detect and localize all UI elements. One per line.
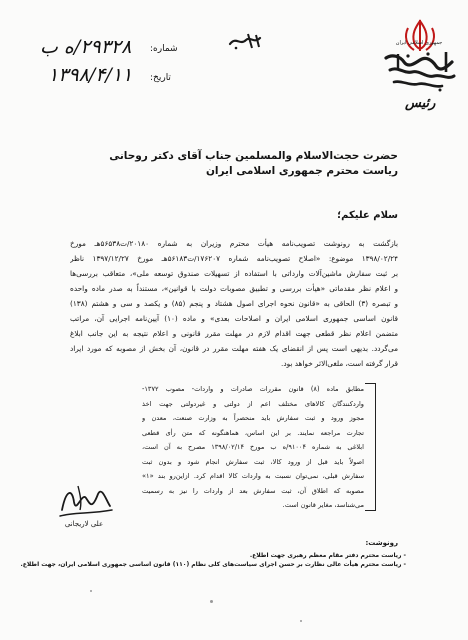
- body-line: و تبصره (۳) الحاقی به «قانون نحوه اجرای اصول هشتاد و پنجم (۸۵) و یکصد و سی و هشتم (۱۳۸): [70, 299, 398, 308]
- cc-recipient: - ریاست محترم هیأت عالی نظارت بر حسن اجرای سیاست‌های کلی نظام (۱۱۰) قانون اساسی جمهوری اسلامی ایران، جهت اطلاع.: [20, 561, 406, 568]
- addressee-title: ریاست محترم جمهوری اسلامی ایران: [205, 165, 398, 177]
- body-line: قانون اساسی جمهوری اسلامی ایران و اصلاحات بعدی» و ماده (۱۰) آیین‌نامه اجرایی آن، مراتب: [70, 314, 398, 323]
- quote-line: تجارت مراجعه نمایند. بر این اساس، هماهنگونه که متن رأی قطعی: [142, 428, 364, 437]
- date-label: تاریخ:: [150, 73, 171, 83]
- quote-line: ابلاغی به شماره ۹۱۰۰۴/ه ب مورخ ۱۳۹۸/۰۲/۱۴ مصرح به آن است،: [142, 443, 364, 451]
- bismillah-calligraphy-icon: [228, 32, 266, 52]
- quote-line: مطابق ماده (۸) قانون مقررات صادرات و واردات- مصوب ۱۳۷۲-: [142, 385, 364, 393]
- scan-speck: [300, 620, 302, 622]
- body-line: می‌گردد. بدیهی است پس از انقضای یک هفته مهلت مقرر در قانون، آن بخش از مصوبه که مورد ایراد: [70, 344, 398, 353]
- org-small-text: جمهوری اسلامی ایران: [395, 40, 443, 46]
- addressee-name: حضرت حجت‌الاسلام والمسلمین جناب آقای دکتر روحانی: [109, 150, 398, 162]
- quote-line: می‌شناسد، مغایر قانون است.: [282, 501, 364, 509]
- quote-line: مصوبه که اطلاق آن، ثبت سفارش بعد از واردات را نیز به رسمیت: [142, 486, 364, 495]
- body-line: قرار گرفته است، ملغی‌الاثر خواهد بود.: [281, 359, 398, 368]
- quote-line: اصولاً باید قبل از ورود کالا، ثبت سفارش انجام شود و بدون ثبت: [142, 457, 364, 466]
- body-line: بر ثبت سفارش ماشین‌آلات وارداتی با استفاده از تسهیلات صندوق توسعه ملی»، متعاقب بررسی‌ها: [70, 269, 398, 278]
- scan-speck: [210, 600, 213, 603]
- body-line: ۱۳۹۸/۰۲/۲۴ موضوع: «اصلاح تصویب‌نامه شماره ۱۷۶۲۰۷/ت۵۶۱۸۳هـ مورخ ۱۳۹۷/۱۲/۲۷ ناظر: [70, 254, 398, 263]
- greeting: سلام علیکم؛: [337, 210, 398, 221]
- number-label: شماره:: [150, 44, 178, 54]
- quote-line: واردکنندگان کالاهای مختلف اعم از دولتی و غیردولتی جهت اخذ: [142, 399, 364, 408]
- quote-bracket: [365, 383, 376, 511]
- org-title: رئیس: [405, 96, 436, 111]
- iran-emblem-icon: [400, 18, 440, 54]
- signatory-name: علی لاریجانی: [64, 520, 104, 528]
- cc-label: رونوشت:: [365, 539, 398, 547]
- cc-recipient: - ریاست محترم دفتر مقام معظم رهبری جهت اطلاع.: [249, 552, 406, 559]
- scan-speck: [90, 590, 92, 592]
- quote-line: سفارش قبلی، نمی‌توان نسبت به واردات کالا اقدام کرد. ازاین‌رو بند «۱»: [142, 472, 364, 480]
- letter-number: ۲۹۳۲۸/ه ب: [40, 36, 132, 58]
- letter-date: ۱۳۹۸/۴/۱۱: [48, 64, 133, 86]
- majlis-logo-icon: [380, 50, 460, 94]
- body-line: و اعلام نظر مقدماتی «هیأت بررسی و تطبیق مصوبات دولت با قوانین»، مستنداً به صدر ماده واحده: [70, 284, 398, 293]
- body-line: متضمن اعلام نظر قطعی جهت اقدام لازم در مهلت مقرر قانونی و اعلام نتیجه به این جانب ابلاغ: [70, 329, 398, 338]
- quote-line: مجوز ورود و ثبت سفارش باید منحصراً به وزارت صنعت، معدن و: [142, 414, 364, 422]
- body-line: بازگشت به رونوشت تصویب‌نامه هیأت محترم وزیران به شماره ۲۰۱۸۰/ت۵۶۵۳۸هـ مورخ: [70, 239, 398, 248]
